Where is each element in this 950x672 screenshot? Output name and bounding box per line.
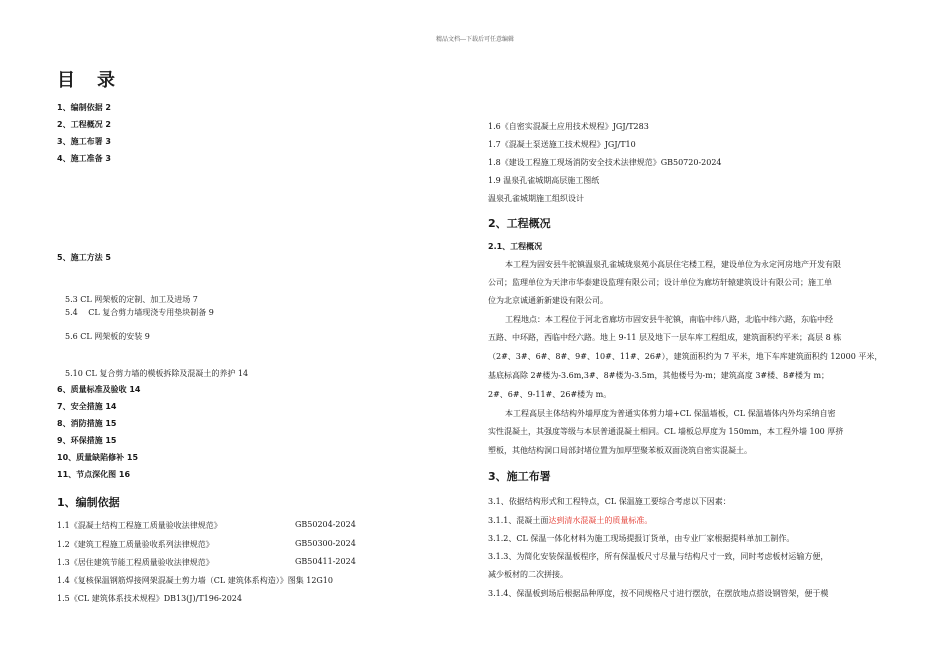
reference-item: 1.5《CL 建筑体系技术规程》DB13(J)/T196-2024 (57, 594, 242, 603)
highlighted-text: 达到清水混凝土的质量标准。 (548, 516, 653, 525)
paragraph-line: （2#、3#、6#、8#、9#、10#、11#、26#），建筑面积约为 7 平米，地下车库建筑面积约 12000 平米， (488, 352, 883, 361)
sub-heading: 2.1、工程概况 (488, 242, 543, 251)
section-heading: 3、施工布署 (488, 470, 551, 483)
reference-item (57, 520, 356, 531)
reference-code: GB50411-2024 (295, 557, 356, 566)
toc-item[interactable]: 8、消防措施 15 (57, 419, 117, 428)
section-heading: 1、编制依据 (57, 496, 120, 509)
toc-item[interactable]: 9、环保措施 15 (57, 436, 117, 445)
paragraph-line: 基底标高除 2#楼为-3.6m,3#、8#楼为-3.5m，其他楼号为-m；建筑高度 3#楼、8#楼为 m； (488, 371, 830, 380)
toc-sub-item[interactable]: 5.3 CL 网架板的定制、加工及进场 7 (65, 295, 198, 304)
toc-item[interactable]: 1、编制依据 2 (57, 103, 111, 112)
paragraph-line: 3.1.3、为简化安装保温板程序，所有保温板尺寸尽量与结构尺寸一致，同时考虑板材运输方便， (488, 552, 829, 561)
paragraph-line: 位为北京诚通新新建设有限公司。 (488, 296, 608, 305)
paragraph-line: 3.1.2、CL 保温一体化材料为施工现场提报订货单，由专业厂家根据提料单加工制作。 (488, 534, 795, 543)
toc-item[interactable]: 6、质量标准及验收 14 (57, 385, 141, 394)
paragraph-line: 2#、6#、9-11#、26#楼为 m。 (488, 390, 612, 399)
paragraph-line: 实性混凝土，其强度等级与本层普通混凝土相同。CL 墙板总厚度为 150mm，本工程外墙 100 厚挤 (488, 427, 844, 436)
toc-item[interactable]: 2、工程概况 2 (57, 120, 111, 129)
toc-item[interactable]: 3、施工布署 3 (57, 137, 111, 146)
paragraph-line: 3.1、依据结构形式和工程特点，CL 保温施工要综合考虑以下因素： (488, 497, 731, 506)
toc-sub-item[interactable]: 5.4 CL 复合剪力墙现浇专用垫块制备 9 (65, 308, 214, 317)
paragraph-line: 本工程为固安县牛驼镇温泉孔雀城珑泉苑小高层住宅楼工程，建设单位为永定河房地产开发有限 (505, 260, 841, 269)
paragraph-line: 减少板材的二次拼接。 (488, 570, 568, 579)
reference-item: 1.7《混凝土泵送施工技术规程》JGJ/T10 (488, 140, 636, 149)
toc-item[interactable]: 4、施工准备 3 (57, 154, 111, 163)
toc-item[interactable]: 5、施工方法 5 (57, 253, 111, 262)
reference-item (57, 557, 356, 568)
toc-title: 目录 (57, 70, 137, 91)
paragraph-line (488, 515, 652, 526)
paragraph-line: 公司；监理单位为天津市华泰建设监理有限公司；设计单位为廊坊轩辕建筑设计有限公司；施工单 (488, 278, 832, 287)
paragraph-line: 本工程高层主体结构外墙厚度为普通实体剪力墙+CL 保温墙板，CL 保温墙体内外均采纳自密 (505, 409, 836, 418)
reference-code: GB50204-2024 (295, 520, 356, 529)
reference-item: 1.8《建设工程施工现场消防安全技术法律规范》GB50720-2024 (488, 158, 722, 167)
paragraph-line: 3.1.4、保温板到场后根据品种厚度，按不同规格尺寸进行摆放，在摆放地点搭设钢管架，便于模 (488, 589, 829, 598)
section-heading: 2、工程概况 (488, 217, 551, 230)
toc-sub-item[interactable]: 5.10 CL 复合剪力墙的模板拆除及混凝土的养护 14 (65, 369, 249, 378)
paragraph-line: 五路、中环路，西临中经六路。地上 9-11 层及地下一层车库工程组成，建筑面积约平米；高层 8 栋 (488, 333, 842, 342)
reference-item (57, 539, 356, 550)
reference-item: 1.4《复核保温钢筋焊接网架混凝土剪力墙（CL 建筑体系构造）》图集 12G10 (57, 576, 333, 585)
reference-item: 温泉孔雀城期施工组织设计 (488, 194, 584, 203)
reference-item: 1.9 温泉孔雀城期高层施工图纸 (488, 176, 600, 185)
toc-item[interactable]: 10、质量缺陷修补 15 (57, 453, 139, 462)
paragraph-line: 工程地点：本工程位于河北省廊坊市固安县牛驼镇，南临中纬八路，北临中纬六路，东临中经 (505, 315, 833, 324)
reference-code: GB50300-2024 (295, 539, 356, 548)
item-prefix: 3.1.1、混凝土面 (488, 516, 549, 525)
paragraph-line: 塑板，其他结构洞口局部封堵位置为加厚型聚苯板双面浇筑自密实混凝土。 (488, 446, 752, 455)
document-header-note: 精品文档---下载后可任意编辑 (435, 36, 515, 43)
reference-name: 1.1《混凝土结构工程施工质量验收法律规范》 (57, 521, 222, 530)
toc-item[interactable]: 11、节点深化图 16 (57, 470, 131, 479)
reference-name: 1.3《居住建筑节能工程质量验收法律规范》 (57, 558, 214, 567)
toc-sub-item[interactable]: 5.6 CL 网架板的安装 9 (65, 332, 150, 341)
toc-item[interactable]: 7、安全措施 14 (57, 402, 117, 411)
reference-name: 1.2《建筑工程施工质量验收系列法律规范》 (57, 540, 214, 549)
reference-item: 1.6《自密实混凝土应用技术规程》JGJ/T283 (488, 122, 649, 131)
